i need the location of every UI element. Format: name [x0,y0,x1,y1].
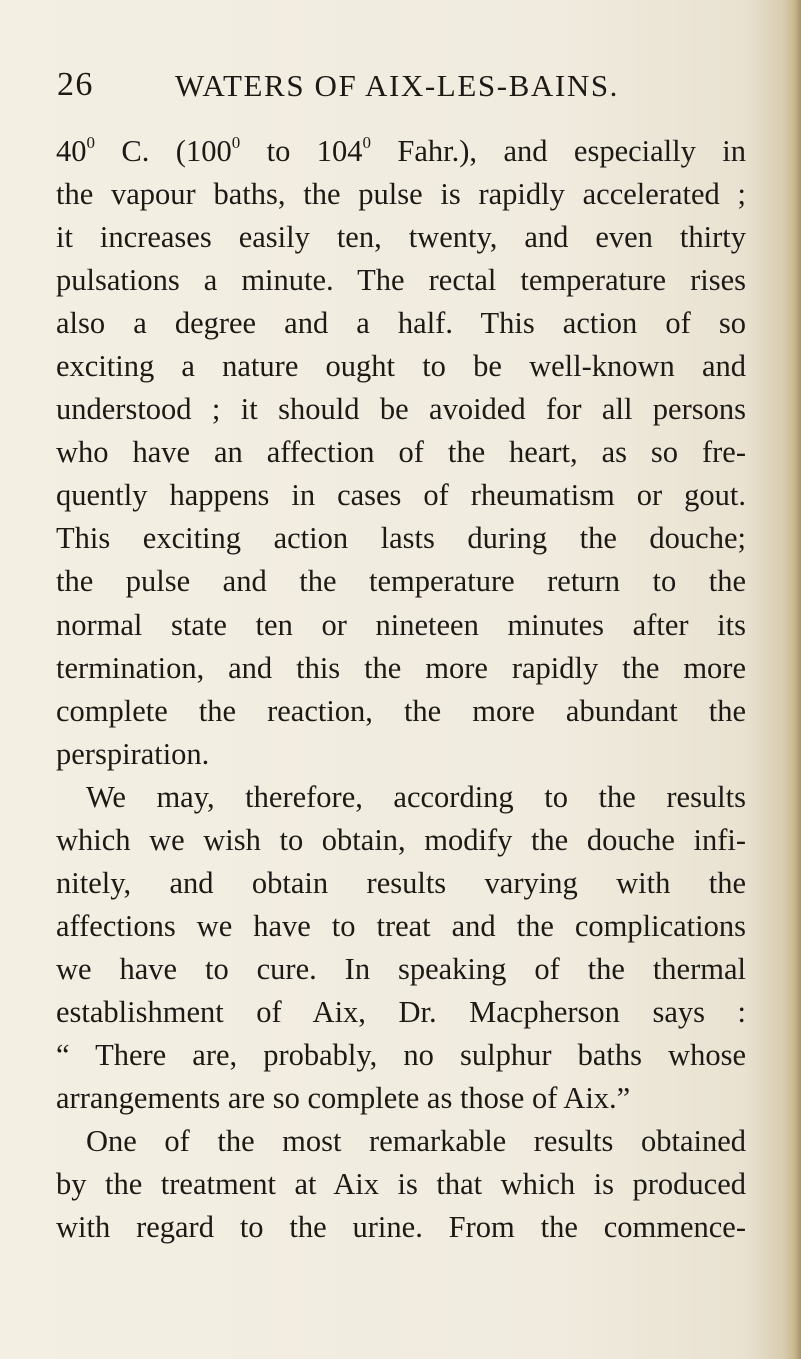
text-line: “ There are, probably, no sulphur baths whose [56,1037,746,1072]
text-line: 40$^0$ C. (100$^0$ to 104$^0$ Fahr.), and especially in [56,133,746,168]
text-line: understood ; it should be avoided for all persons [56,392,746,427]
text-line: exciting a nature ought to be well-known and [56,349,746,384]
text-line: with regard to the urine. From the commence- [56,1210,746,1245]
text-line: This exciting action lasts during the douche; [56,521,746,556]
text-line: normal state ten or nineteen minutes after its [56,607,746,642]
text-line: pulsations a minute. The rectal temperature rises [56,263,746,298]
text-line: by the treatment at Aix is that which is produced [56,1167,746,1202]
text-line: the pulse and the temperature return to the [56,564,746,599]
text-line: we have to cure. In speaking of the thermal [56,951,746,986]
paragraph-start-line: One of the most remarkable results obtained [86,1124,746,1159]
text-line: also a degree and a half. This action of so [56,306,746,341]
text-line: nitely, and obtain results varying with the [56,865,746,900]
text-line: complete the reaction, the more abundant the [56,693,746,728]
text-line: it increases easily ten, twenty, and even thirty [56,220,746,255]
text-line: establishment of Aix, Dr. Macpherson says : [56,994,746,1029]
page-header [57,66,620,110]
text-line: perspiration. [56,736,210,771]
text-line: which we wish to obtain, modify the douche infi- [56,822,746,857]
paragraph-start-line: We may, therefore, according to the results [86,779,746,814]
running-head: WATERS OF AIX-LES-BAINS. [175,68,620,103]
text-line: the vapour baths, the pulse is rapidly accelerated ; [56,177,746,212]
text-line: quently happens in cases of rheumatism or gout. [56,478,746,513]
page-edge-shadow [783,0,801,1359]
text-line: termination, and this the more rapidly the more [56,650,746,685]
text-line: affections we have to treat and the complications [56,908,746,943]
body-text [56,130,746,1249]
text-line: arrangements are so complete as those of Aix.” [56,1081,631,1116]
page-number: 26 [57,66,94,103]
text-line: who have an affection of the heart, as so fre- [56,435,746,470]
